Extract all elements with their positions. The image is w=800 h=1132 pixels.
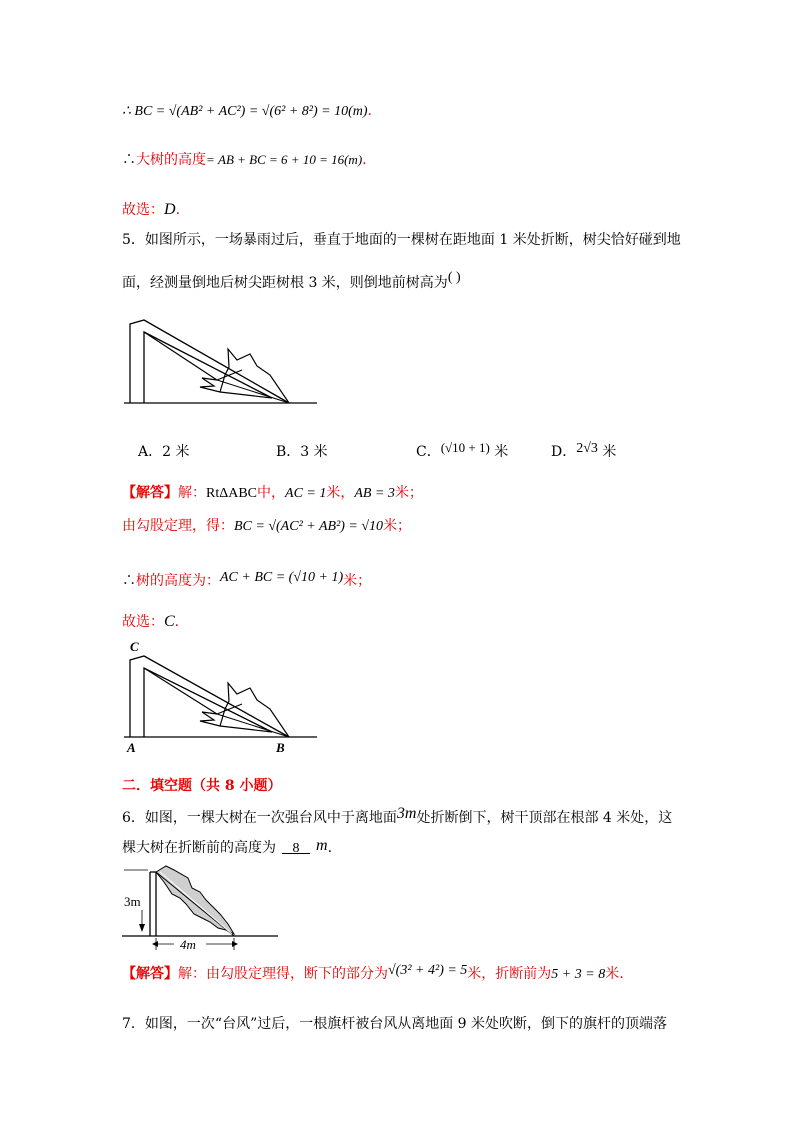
q5-answer-end: . [174, 614, 180, 630]
section-2-title: 二．填空题（共 8 小题） [122, 778, 282, 794]
q5-sol-l3-m: AC + BC = (√10 + 1) [220, 570, 344, 585]
q6-tree-figure [122, 862, 282, 952]
prev-line1-end: . [367, 103, 372, 119]
q6-line2-m: m [316, 837, 328, 854]
prev-line1-math: ∴ BC = √(AB² + AC²) = √(6² + 8²) = 10(m) [122, 104, 368, 119]
q5-sol-l2-m: BC = √(AC² + AB²) = √10 [234, 519, 384, 534]
q5-sol-l1-b: 中， [257, 485, 286, 501]
q5-sol-l2-a: 由勾股定理，得： [122, 518, 234, 534]
q5-text-line1: 5．如图所示，一场暴雨过后，垂直于地面的一棵树在距地面 1 米处折断，树尖恰好碰到地 [122, 232, 681, 248]
q6-solution [122, 964, 624, 985]
q5-sol-l3-b: 米； [343, 573, 372, 589]
prev-answer-label: 故选： [122, 202, 164, 218]
q5-option-d [551, 441, 616, 461]
q6-line2-a: 棵大树在折断前的高度为 [122, 840, 276, 856]
q5-solution-tag: 【解答】 [122, 485, 178, 501]
prev-solution-line2 [122, 150, 367, 170]
prev-answer-end: . [175, 202, 181, 218]
q5-paren: ( ) [447, 270, 461, 285]
q5-sol-l3-a: 树的高度为： [136, 573, 220, 589]
q6-solution-tag: 【解答】 [122, 966, 178, 982]
q6-line2-end: . [327, 840, 333, 856]
q5-answer-label: 故选： [122, 614, 164, 630]
q5-sol-l1-d: 米； [394, 485, 423, 501]
q6-answer-blank: 8 [282, 841, 310, 856]
q5-option-b: B．3 米 [276, 444, 328, 460]
therefore-symbol: ∴ [122, 152, 136, 168]
q5-option-c-label: C． [416, 444, 441, 460]
q5-answer [122, 612, 179, 632]
fig-label-b: B [276, 740, 285, 755]
q5-sol-l3-prefix: ∴ [122, 573, 136, 589]
prev-line2-end: . [362, 152, 367, 168]
q6-line1-m: 3m [396, 805, 417, 822]
q6-fig-base-label: 4m [180, 937, 196, 952]
q5-option-c-math: (√10 + 1) [440, 440, 490, 455]
q6-line1-b: 处折断倒下，树干顶部在根部 4 米处，这 [416, 810, 673, 826]
q6-line1-a: 6．如图，一棵大树在一次强台风中于离地面 [122, 810, 397, 826]
q5-solution-line1 [122, 483, 423, 504]
q5-sol-l1-a: 解： [178, 485, 206, 501]
q5-labeled-figure [122, 638, 322, 756]
q6-line2 [122, 838, 332, 859]
q5-option-c-unit: 米 [489, 444, 509, 460]
q6-fig-height-label: 3m [124, 894, 141, 909]
q5-sol-l1-c: 米， [326, 485, 355, 501]
q5-sol-l1-m2: AC = 1 [285, 486, 327, 501]
q5-text-line2 [122, 270, 461, 294]
q5-answer-value: C [164, 613, 175, 630]
q5-option-d-math: 2√3 [576, 441, 598, 456]
q6-sol-m2: 5 + 3 = 8 [551, 967, 606, 982]
q6-line1 [122, 805, 673, 828]
q5-sol-l1-m3: AB = 3 [354, 486, 395, 501]
q5-sol-l2-b: 米； [383, 518, 412, 534]
q5-solution-line2 [122, 516, 411, 537]
fig-label-a: A [127, 740, 136, 755]
q5-option-d-unit: 米 [597, 444, 617, 460]
q6-sol-b: 米，折断前为 [467, 966, 552, 982]
prev-line2-math: = AB + BC = 6 + 10 = 16(m) [206, 152, 363, 167]
prev-solution-line1 [122, 101, 372, 122]
q5-option-c [416, 441, 508, 461]
prev-line2-red: 大树的高度 [136, 152, 206, 168]
q5-tree-figure [122, 318, 322, 408]
fig-label-c: C [130, 639, 139, 654]
q5-text-line2-text: 面，经测量倒地后树尖距树根 3 米，则倒地前树高为 [122, 275, 448, 291]
q5-option-d-label: D． [551, 444, 577, 460]
q5-solution-line3 [122, 571, 371, 592]
q6-sol-c: 米. [605, 966, 624, 982]
q5-option-a: A．2 米 [138, 444, 190, 460]
prev-answer [122, 200, 180, 220]
prev-answer-value: D [164, 201, 176, 218]
q6-sol-a: 解：由勾股定理得，断下的部分为 [178, 966, 388, 982]
q6-sol-m1: √(3² + 4²) = 5 [388, 963, 468, 978]
q7-line1: 7．如图，一次“台风”过后，一根旗杆被台风从离地面 9 米处吹断，倒下的旗杆的顶端落 [122, 1016, 668, 1032]
q5-sol-l1-m1: RtΔABC [206, 486, 258, 501]
